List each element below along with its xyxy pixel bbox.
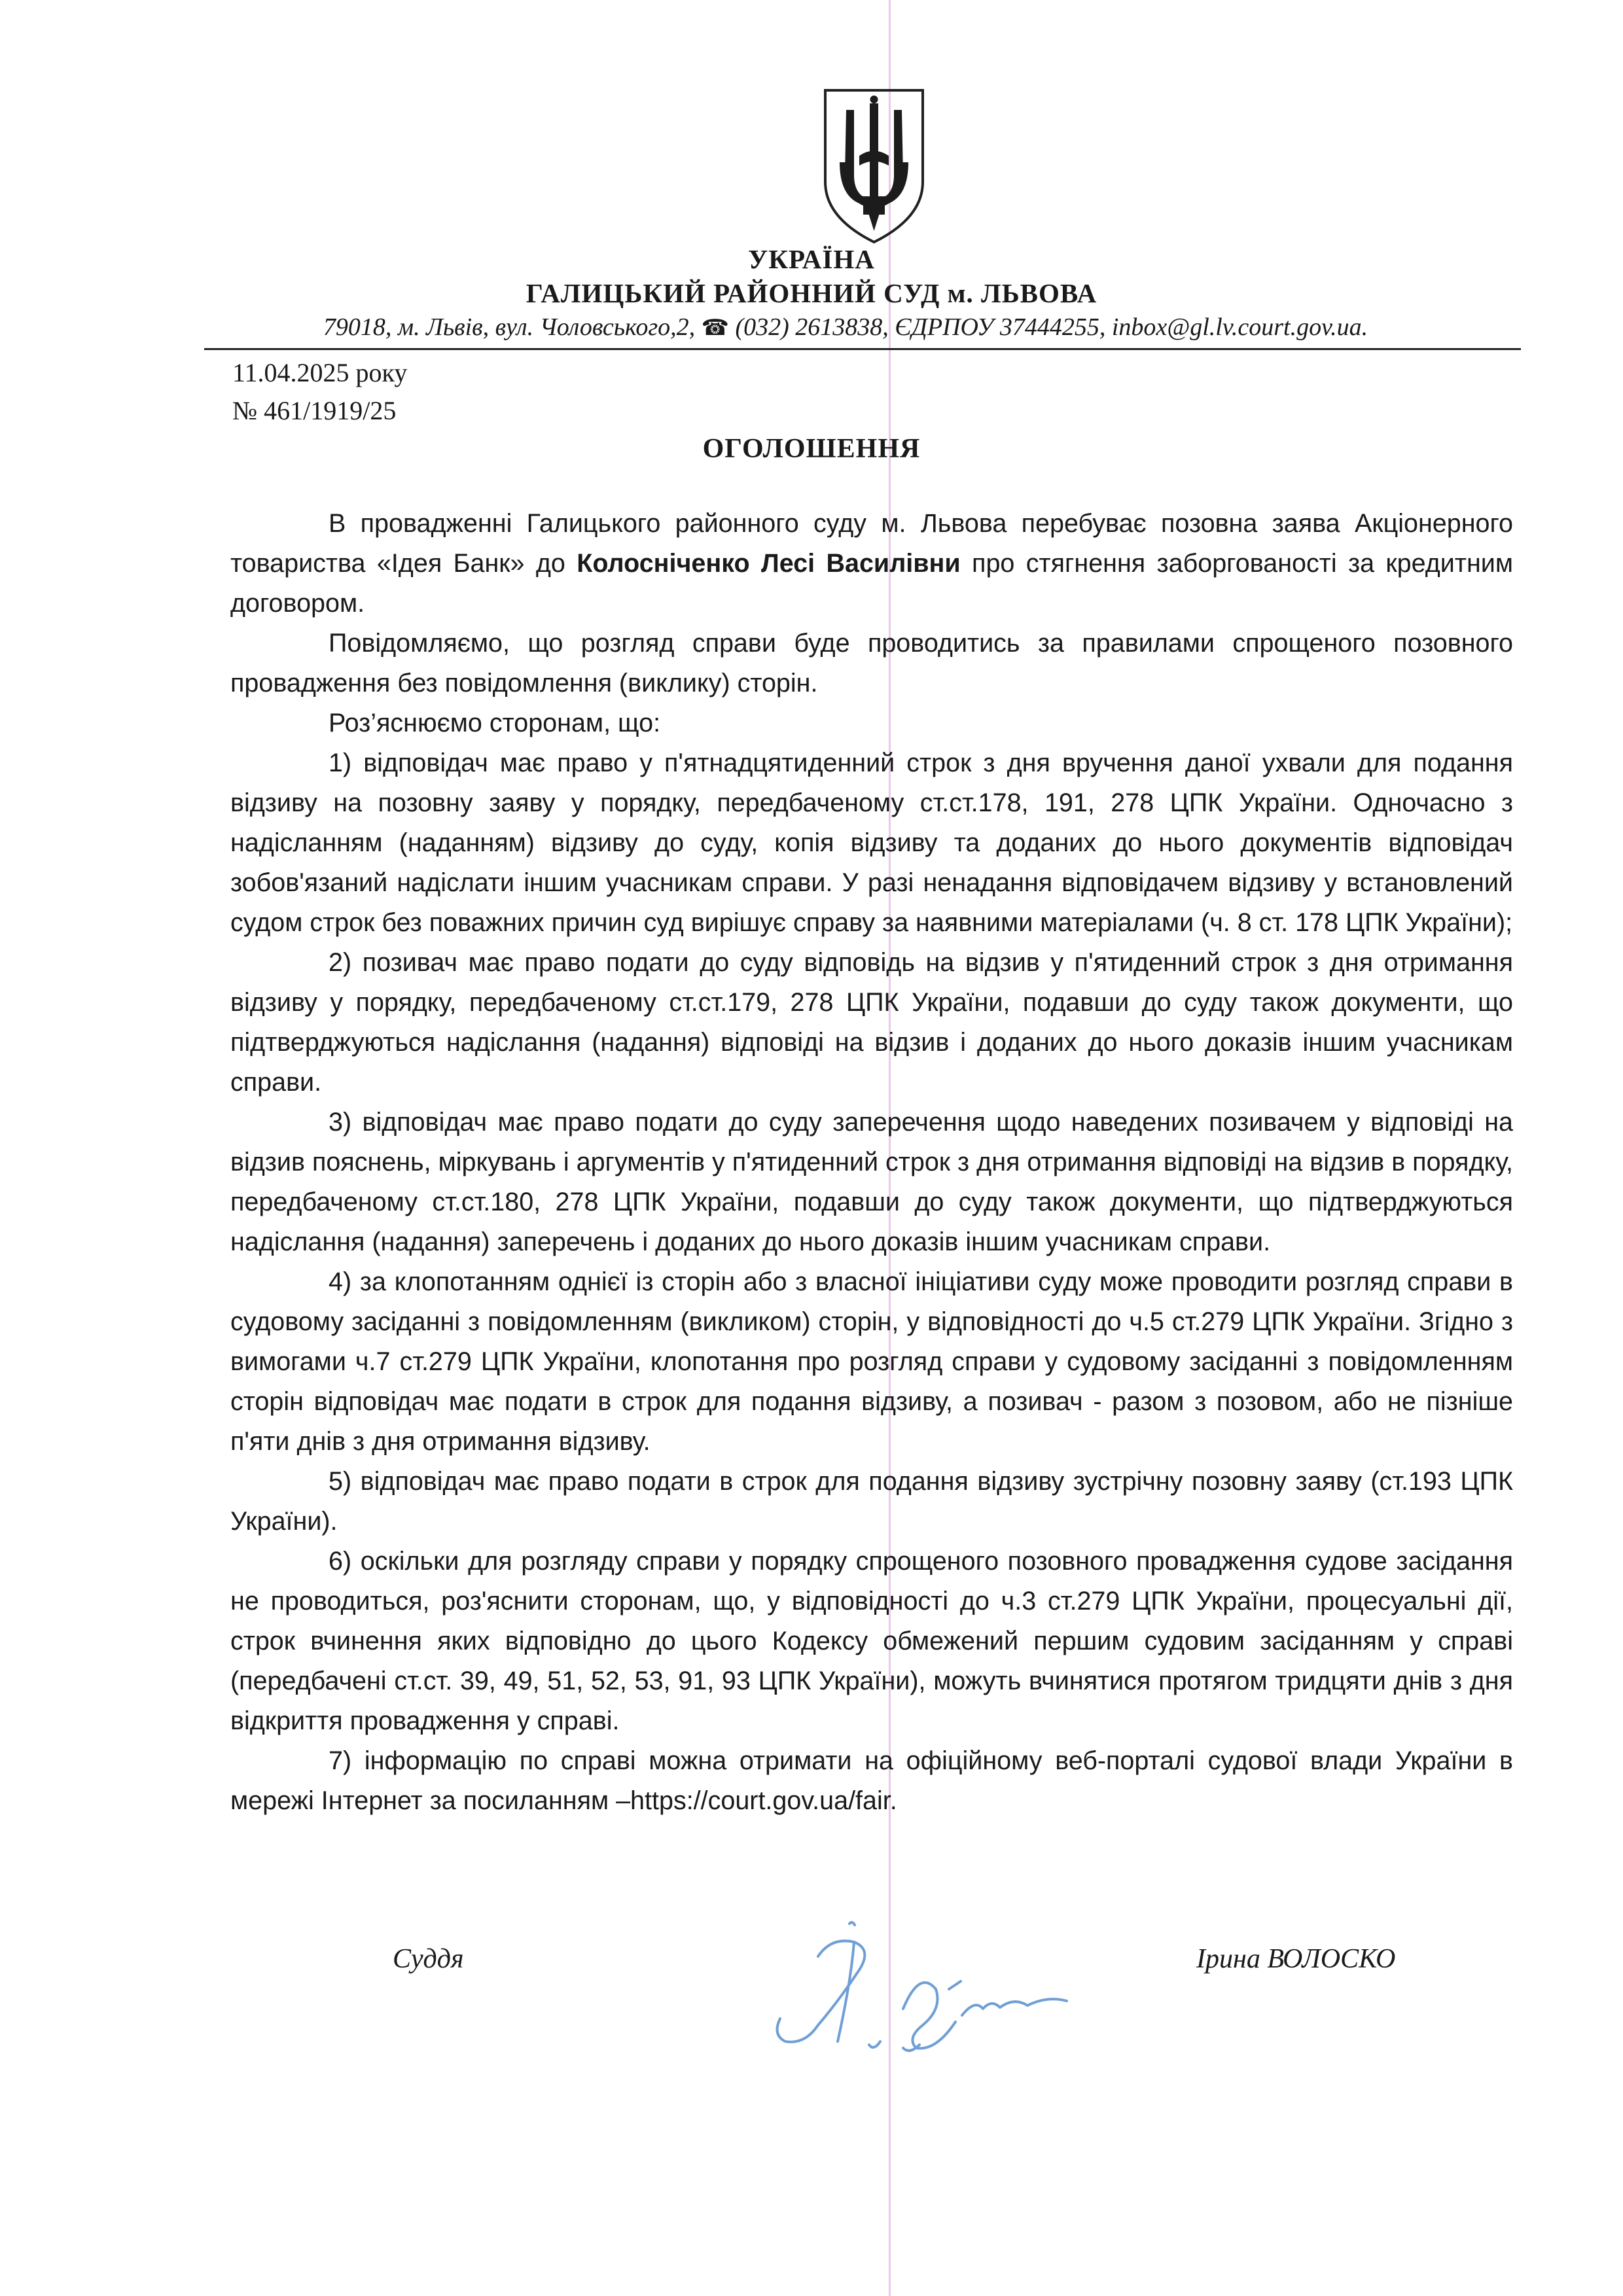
country-heading: УКРАЇНА (748, 244, 875, 274)
defendant-name: Колосніченко Лесі Василівни (577, 549, 961, 578)
trident-emblem-icon (820, 84, 928, 247)
paragraph-item-1: 1) відповідач має право у п'ятнадцятиденний строк з дня вручення даної ухвали для подання відзиву на позовну заяву у порядку, передбаченому ст.ст.178, 191, 278 ЦПК України. Одночасно з надісланням (наданням) відзиву до суду, копія відзиву та доданих до нього документів відповідач зобов'язаний надіслати іншим учасникам справи. У разі ненадання відповідачем відзиву у встановлений судом строк без поважних причин суд вирішує справу за наявними матеріалами (ч. 8 ст. 178 ЦПК України); (230, 749, 1513, 937)
paragraph-item-6: 6) оскільки для розгляду справи у порядку спрощеного позовного провадження судове засідання не проводиться, роз'яснити сторонам, що, у відповідності до ч.3 ст.279 ЦПК України, процесуальні дії, строк вчинення яких відповідно до цього Кодексу обмежений першим судовим засіданням у справі (передбачені ст.ст. 39, 49, 51, 52, 53, 91, 93 ЦПК України), можуть вчинятися протягом тридцяти днів з дня відкриття провадження у справі. (230, 1547, 1513, 1735)
signer-role: Суддя (393, 1944, 464, 1974)
paragraph-item-2: 2) позивач має право подати до суду відповідь на відзив у п'ятиденний строк з дня отримання відзиву у порядку, передбаченому ст.ст.179, 278 ЦПК України, подавши до суду також документи, що підтверджуються надіслання (надання) відповіді на відзив і доданих до нього доказів іншим учасникам справи. (230, 948, 1513, 1097)
address-contacts: (032) 2613838, ЄДРПОУ 37444255, inbox@gl.lv.court.gov.ua. (729, 313, 1368, 341)
case-number: № 461/1919/25 (232, 396, 397, 425)
court-address (204, 313, 1487, 342)
paragraph-item-3: 3) відповідач має право подати до суду заперечення щодо наведених позивачем у відповіді на відзив пояснень, міркувань і аргументів у п'ятиденний строк з дня отримання відповіді на відзив в порядку, передбаченому ст.ст.180, 278 ЦПК України, подавши до суду також документи, що підтверджуються надіслання (надання) заперечень і доданих до нього доказів іншим учасникам справи. (230, 1108, 1513, 1256)
intro-text-before: В провадженні Галицького районного суду м. Львова перебуває позовна заява Акціонерного товариства «Ідея Банк» до (230, 509, 1513, 578)
paragraph-item-5: 5) відповідач має право подати в строк для подання відзиву зустрічну позовну заяву (ст.193 ЦПК України). (230, 1467, 1513, 1536)
phone-icon: ☎ (701, 316, 729, 340)
handwritten-signature (740, 1911, 1106, 2068)
intro-paragraph (230, 504, 1513, 624)
intro-text-after: про стягнення заборгованості за кредитним договором. (230, 549, 1513, 618)
paragraph-explanation: Роз’яснюємо сторонам, що: (329, 709, 661, 737)
paragraph-notification: Повідомляємо, що розгляд справи буде проводитись за правилами спрощеного позовного провадження без повідомлення (виклику) сторін. (230, 629, 1513, 698)
document-date: 11.04.2025 року (232, 358, 408, 387)
paragraph-item-4: 4) за клопотанням однієї із сторін або з власної ініціативи суду може проводити розгляд справи в судовому засіданні з повідомленням (викликом) сторін, у відповідності до ч.5 ст.279 ЦПК України. Згідно з вимогами ч.7 ст.279 ЦПК України, клопотання про розгляд справи у судовому засіданні з повідомленням сторін відповідач має подати в строк для подання відзиву, а позивач - разом з позовом, або не пізніше п'яти днів з дня отримання відзиву. (230, 1267, 1513, 1456)
notice-body (230, 504, 1513, 1821)
signer-name: Ірина ВОЛОСКО (1196, 1944, 1396, 1974)
header-divider (204, 348, 1521, 350)
address-part: 79018, м. Львів, вул. Чоловського,2, (323, 313, 702, 341)
court-heading: ГАЛИЦЬКИЙ РАЙОННИЙ СУД м. ЛЬВОВА (526, 278, 1097, 308)
paragraph-item-7: 7) інформацію по справі можна отримати на офіційному веб-порталі судової влади України в мережі Інтернет за посиланням –https://court.gov.ua/fair. (230, 1746, 1513, 1815)
document-title: ОГОЛОШЕННЯ (702, 434, 921, 464)
